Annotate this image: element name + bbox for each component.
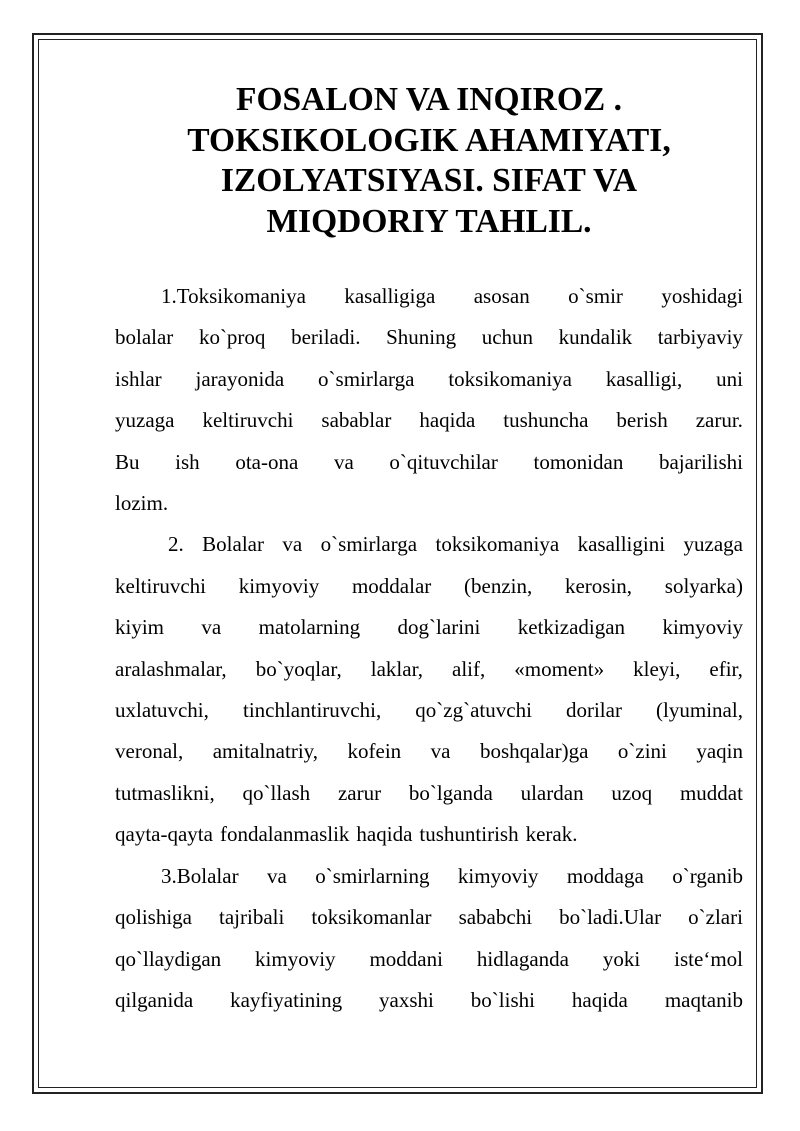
title-line: MIQDORIY TAHLIL.	[266, 202, 592, 240]
word: tinchlantiruvchi,	[242, 698, 382, 723]
title-line: TOKSIKOLOGIK AHAMIYATI,	[187, 121, 671, 159]
word: lozim.	[115, 491, 169, 516]
word: «moment»	[514, 656, 605, 681]
text-line	[115, 566, 743, 607]
word: qo`llash	[242, 780, 311, 805]
word: o`smirlarga	[318, 366, 415, 391]
word: moddani	[369, 946, 443, 971]
word: ish	[175, 449, 200, 474]
word: Bolalar	[202, 532, 264, 557]
word: muddat	[679, 780, 743, 805]
word: iste‘mol	[674, 946, 743, 971]
word: zarur.	[695, 408, 743, 433]
word: solyarka)	[664, 573, 743, 598]
text-line	[115, 442, 743, 483]
text-line	[115, 649, 743, 690]
word: zarur	[337, 780, 382, 805]
text-line	[115, 980, 743, 1021]
word: bolalar	[115, 325, 174, 350]
word: haqida	[419, 408, 476, 433]
word: bo`lishi	[470, 987, 535, 1012]
word: berish	[616, 408, 668, 433]
word: jarayonida	[195, 366, 285, 391]
word: uxlatuvchi,	[115, 698, 209, 723]
word: ota-ona	[235, 449, 299, 474]
word: bo`yoqlar,	[255, 656, 342, 681]
text-line	[115, 359, 743, 400]
word: keltiruvchi	[202, 408, 294, 433]
text-line	[115, 731, 743, 772]
word: yaxshi	[379, 987, 434, 1012]
word: kimyoviy	[255, 946, 336, 971]
word: (benzin,	[464, 573, 533, 598]
document-title	[115, 80, 743, 242]
document-body	[115, 276, 743, 1021]
word: kayfiyatining	[230, 987, 343, 1012]
word: kimyoviy	[662, 615, 743, 640]
word: kasalligini	[577, 532, 666, 557]
word: o`rganib	[672, 863, 743, 888]
text-line	[115, 483, 743, 524]
word: moddaga	[566, 863, 644, 888]
word: o`zini	[617, 739, 667, 764]
word: va	[201, 615, 222, 640]
word: aralashmalar,	[115, 656, 227, 681]
word: o`smir	[568, 284, 623, 308]
text-line	[115, 939, 743, 980]
word: va	[266, 863, 287, 888]
word: veronal,	[115, 739, 184, 764]
word: toksikomaniya	[435, 532, 560, 557]
word: kofein	[347, 739, 402, 764]
word: kasalligiga	[344, 284, 436, 308]
text-line	[115, 317, 743, 358]
title-line: FOSALON VA INQIROZ .	[236, 81, 622, 118]
word: 3.Bolalar	[161, 863, 239, 888]
word: ketkizadigan	[517, 615, 626, 640]
word: yuzaga	[683, 532, 743, 557]
word: kundalik	[558, 325, 633, 350]
word: bajarilishi	[658, 449, 743, 474]
word: o`qituvchilar	[389, 449, 498, 474]
word: yoki	[602, 946, 641, 971]
word: haqida	[356, 822, 413, 847]
word: va	[333, 449, 354, 474]
text-line	[115, 773, 743, 814]
word: ishlar	[115, 366, 162, 391]
word: bo`ladi.Ular	[559, 905, 662, 930]
word: o`smirlarning	[315, 863, 430, 888]
paragraph	[115, 524, 743, 855]
text-line	[115, 897, 743, 938]
word: tushuntirish	[419, 822, 519, 847]
word: kiyim	[115, 615, 165, 640]
word: boshqalar)ga	[479, 739, 589, 764]
word: yoshidagi	[661, 284, 743, 308]
text-line	[115, 400, 743, 441]
word: tarbiyaviy	[657, 325, 743, 350]
word: sababchi	[458, 905, 533, 930]
word: 1.Toksikomaniya	[161, 284, 306, 308]
word: uchun	[481, 325, 534, 350]
text-line	[115, 690, 743, 731]
word: (lyuminal,	[656, 698, 743, 723]
word: o`zlari	[688, 905, 743, 930]
word: efir,	[709, 656, 743, 681]
title-line: IZOLYATSIYASI. SIFAT VA	[220, 162, 638, 199]
word: beriladi.	[291, 325, 361, 350]
word: dog`larini	[397, 615, 481, 640]
word: kimyoviy	[457, 863, 539, 888]
word: bo`lganda	[408, 780, 493, 805]
word: amitalnatriy,	[212, 739, 319, 764]
word: uzoq	[611, 780, 653, 805]
word: sabablar	[321, 408, 392, 433]
paragraph	[115, 276, 743, 524]
word: qolishiga	[115, 905, 192, 930]
word: dorilar	[565, 698, 622, 723]
word: qilganida	[115, 987, 194, 1012]
word: qo`llaydigan	[115, 946, 222, 971]
word: uni	[716, 366, 743, 391]
text-line	[115, 276, 743, 317]
word: o`smirlarga	[320, 532, 418, 557]
word: tomonidan	[533, 449, 624, 474]
word: Bu	[115, 449, 140, 474]
word: toksikomaniya	[448, 366, 572, 391]
text-line	[115, 524, 743, 565]
word: kasalligi,	[605, 366, 683, 391]
word: alif,	[452, 656, 486, 681]
word: tutmaslikni,	[115, 780, 215, 805]
word: kerak.	[525, 822, 578, 847]
word: Shuning	[386, 325, 457, 350]
paragraph	[115, 856, 743, 1022]
word: kerosin,	[564, 573, 633, 598]
word: kimyoviy	[238, 573, 320, 598]
word: maqtanib	[664, 987, 743, 1012]
word: 2.	[168, 532, 184, 557]
word: qayta-qayta	[115, 822, 213, 847]
word: keltiruvchi	[115, 573, 206, 598]
word: laklar,	[370, 656, 423, 681]
word: matolarning	[258, 615, 361, 640]
word: asosan	[473, 284, 530, 308]
word: hidlaganda	[476, 946, 570, 971]
word: haqida	[571, 987, 628, 1012]
text-line	[115, 607, 743, 648]
word: kleyi,	[633, 656, 681, 681]
word: va	[430, 739, 451, 764]
word: tushuncha	[503, 408, 589, 433]
text-line	[115, 814, 743, 855]
word: va	[282, 532, 303, 557]
word: moddalar	[351, 573, 432, 598]
word: fondalanmaslik	[219, 822, 350, 847]
word: ko`proq	[198, 325, 266, 350]
word: toksikomanlar	[311, 905, 432, 930]
text-line	[115, 856, 743, 897]
word: tajribali	[219, 905, 285, 930]
word: yuzaga	[115, 408, 175, 433]
word: qo`zg`atuvchi	[415, 698, 532, 723]
word: ulardan	[520, 780, 584, 805]
word: yaqin	[696, 739, 743, 764]
